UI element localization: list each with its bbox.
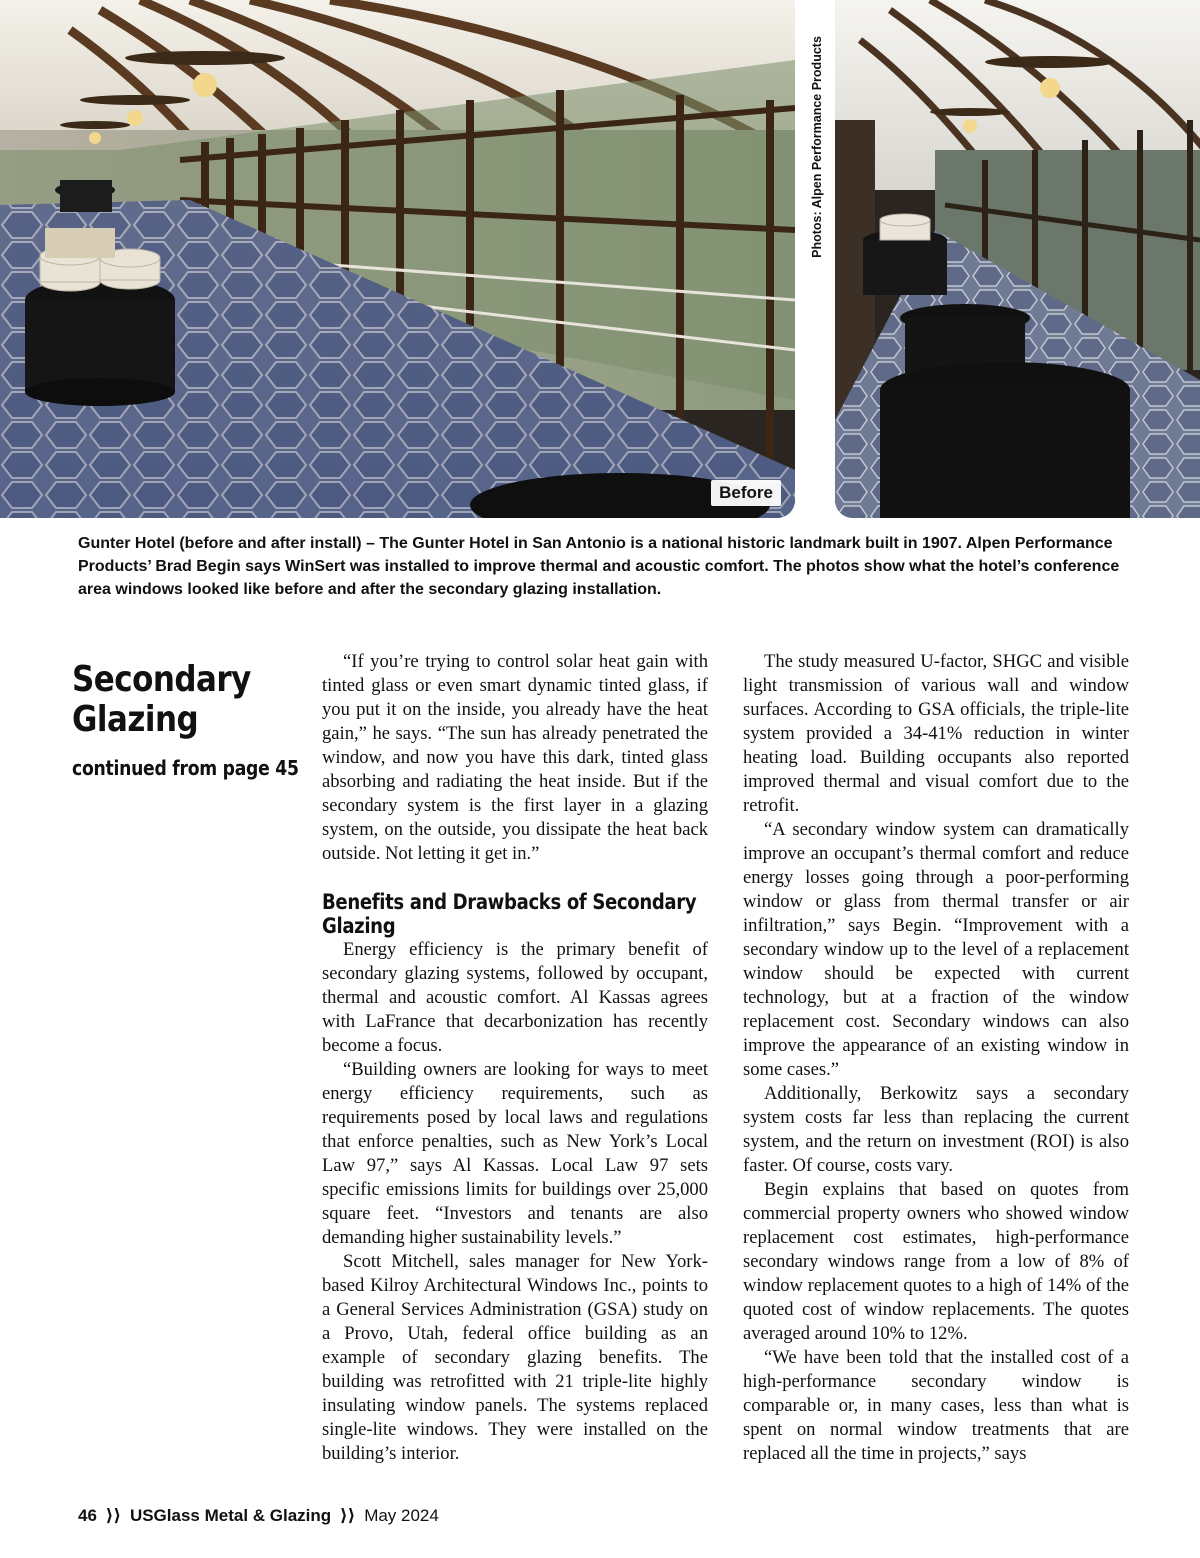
paragraph: Scott Mitchell, sales manager for New York-based Kilroy Architectural Windows Inc., points to a General Services Administration (GSA) study on a Provo, Utah, federal office building as an example of secondary glazing benefits. The building was retrofitted with 21 triple-lite highly insulating window panels. The systems replaced single-lite windows. They were installed on the building’s interior.	[322, 1251, 708, 1464]
paragraph: “If you’re trying to control solar heat gain with tinted glass or even smart dynamic tinted glass, if you put it on the inside, you already have the heat gain,” he says. “The sun has already penetrated the window, and now you have this dark, tinted glass absorbing and radiating the heat inside. But if the secondary system is the first layer in a glazing system, on the outside, you dissipate the heat back outside. Not letting it get in.”	[322, 651, 708, 864]
paragraph: “A secondary window system can dramatically improve an occupant’s thermal comfort and reduce energy losses going through a poor-performing window or glass from thermal transfer or air infiltration,” says Begin. “Improvement with a secondary window up to the level of a replacement window should be expected with current technology, but at a fraction of the window replacement cost. Secondary windows can also improve the appearance of an existing window in some cases.”	[743, 819, 1129, 1080]
paragraph: Additionally, Berkowitz says a secondary system costs far less than replacing the current system, and the return on investment (ROI) is also faster. Of course, costs vary.	[743, 1083, 1129, 1176]
page-number: 46	[78, 1506, 97, 1525]
photo-credit	[805, 22, 829, 272]
paragraph: “Building owners are looking for ways to meet energy efficiency requirements, such as requirements posed by local laws and regulations that enforce penalties, such as New York’s Local Law 97,” says Al Kassas. Local Law 97 sets specific emissions limits for buildings over 25,000 square feet. “Investors and tenants are also demanding higher sustainability levels.”	[322, 1059, 708, 1248]
footer-separator: ⟩⟩	[105, 1506, 122, 1525]
article-title: Secondary Glazing	[72, 659, 251, 740]
photo-before-illustration	[0, 0, 795, 518]
before-label: Before	[711, 480, 781, 506]
footer-separator: ⟩⟩	[339, 1506, 356, 1525]
body-column-2	[743, 650, 1129, 1466]
photo-caption: Gunter Hotel (before and after install) – The Gunter Hotel in San Antonio is a national historic landmark built in 1907. Alpen Performance Products’ Brad Begin says WinSert was installed to improve thermal and acoustic comfort. The photos show what the hotel’s conference area windows looked like before and after the secondary glazing installation.	[78, 535, 1120, 598]
paragraph: Begin explains that based on quotes from commercial property owners who showed window replacement cost estimates, high-performance secondary windows range from a low of 8% of window replacement quotes to a high of 14% of the quoted cost of window replacements. The quotes averaged around 10% to 12%.	[743, 1179, 1129, 1344]
paragraph: “We have been told that the installed cost of a high-performance secondary window is comparable or, in many cases, less than what is spent on normal window treatments that are replaced all the time in projects,” says	[743, 1347, 1129, 1464]
paragraph: The study measured U-factor, SHGC and visible light transmission of various wall and window surfaces. According to GSA officials, the triple-lite system provided a 34-41% reduction in winter heating load. Building occupants also reported improved thermal and visual comfort due to the retrofit.	[743, 651, 1129, 816]
page-footer	[78, 1506, 439, 1526]
article-heading	[72, 660, 302, 780]
photo-after	[835, 0, 1200, 518]
issue-date: May 2024	[364, 1506, 439, 1525]
photo-after-illustration	[835, 0, 1200, 518]
photo-before	[0, 0, 795, 518]
subheading: Benefits and Drawbacks of Secondary Glazing	[322, 890, 697, 938]
photo-credit-text: Photos: Alpen Performance Products	[810, 36, 824, 258]
publication-name: USGlass Metal & Glazing	[129, 1506, 332, 1525]
continued-from-link[interactable]: continued from page 45	[72, 756, 299, 780]
body-column-1	[322, 650, 708, 1466]
paragraph: Energy efficiency is the primary benefit of secondary glazing systems, followed by occupant, thermal and acoustic comfort. Al Kassas agrees with LaFrance that decarbonization has recently become a focus.	[322, 939, 708, 1056]
